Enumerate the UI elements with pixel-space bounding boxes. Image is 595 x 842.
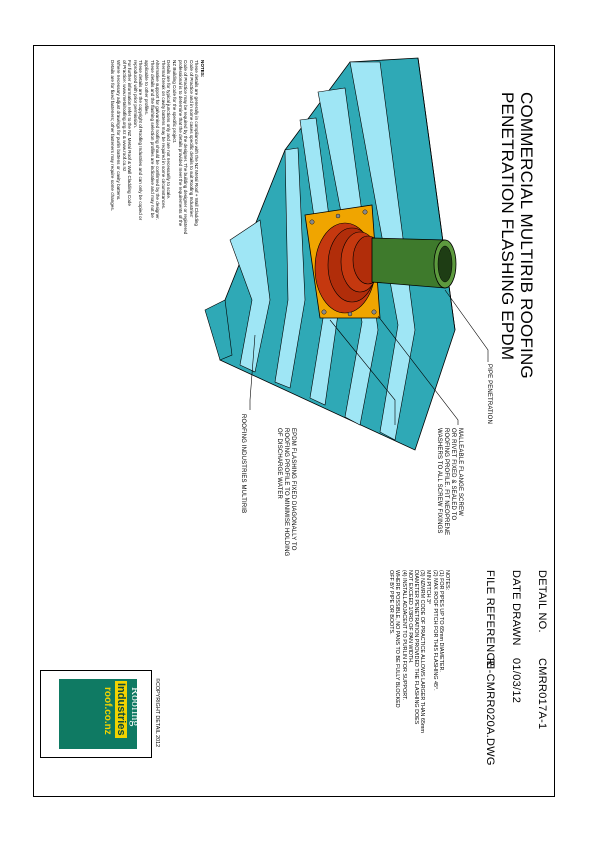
notes-list: These details are generally in compliance with the NZ Metal Roof + Wall Cladding Code of Practice and in some cases specific details to suit Roofing Industries' Code of Practice may be required by the designer. The building designer or registered professional is to determine that the details provided meet the requirements of the NZ Building Code for the specific project. Details are for typical junctions only and are not necessarily to scale. Thermal break on cavity battens may be required in some circumstances. Alternative support for galvanised roofing should be confirmed by the designer. These details and the flashing selection profiles are indicative and may not be applicable to other profiles. These details are the copyright of Roofing Industries and can only be copied or reproduced with prior permission. For further information refer to the NZ Metal Roof & Wall Cladding Code of Practice: www.metalroofing.org.nz & www.roof.co.nz Where necessary adjust drawings for purlin battens or cavity battens. Details are for fixed fasteners; other fasteners may require some changes. — [110, 60, 200, 235]
callout-flange: MALLEABLE FLANGE SCREW OR RIVET FIXED & SEALED TO ROOFING PROFILE. FIT NEOPRENE WASHERS TO ALL SCREW FIXINGS — [436, 428, 463, 536]
copyright-text: ©COPYRIGHT DETAIL 2012 — [154, 678, 160, 748]
detail-no-value: CMRR017A-1 — [536, 658, 548, 730]
general-notes: NOTES: These details are generally in compliance with the NZ Metal Roof + Wall Cladding Code of Practice and in some cases specific details to suit Roofing Industries' Code of Practice may be required by the designer. The building designer or registered professional is to determine that the details provided meet the requirements of the NZ Building Code for the specific project. Details are for typical junctions only and are not necessarily to scale. Thermal break on cavity battens may be required in some circumstances. Alternative support for galvanised roofing should be confirmed by the designer. These details and the flashing selection profiles are indicative and may not be applicable to other profiles. These details are the copyright of Roofing Industries and can only be copied or reproduced with prior permission. For further information refer to the NZ Metal Roof & Wall Cladding Code of Practice: www.metalroofing.org.nz & www.roof.co.nz Where necessary adjust drawings for purlin battens or cavity battens. Details are for fixed fasteners; other fasteners may require some changes. — [110, 60, 205, 235]
title-line-2: PENETRATION FLASHING EPDM — [498, 92, 517, 361]
callout-roofing: ROOFING INDUSTRIES MULTIRIB — [240, 414, 246, 514]
detail-notes: NOTES: (1) FOR PIPES UP TO 65mm DIAMETER. (2) MAX ROOF PITCH FOR THIS FLASHING 45°. MIN PITCH 3° (3) NZMRM CODE OF PRACTICE ALLOWS LARGER THAN 65mm DIAMETER PENETRATION PROVIDED THE FLASHING DOES NOT EXCEED 1/3RD OF PAN WIDTH. (4) INSTALL ADJACENT TO PURLIN FOR SUPPORT. WHERE POSSIBLE, NO PANS TO BE FULLY BLOCKED OFF BY PIPE OR BOOTS. — [388, 570, 450, 733]
detail-info — [477, 570, 555, 766]
detail-no-label: DETAIL NO. — [536, 570, 548, 633]
roofing-industries-logo: Roofing Industries roof.co.nz — [40, 670, 152, 758]
callout-pipe: PIPE PENETRATION — [486, 364, 492, 424]
title-line-1: COMMERCIAL MULTIRIB ROOFING — [517, 92, 536, 379]
callout-epdm: EPDM FLASHING FIXED DIAGONALLY TO ROOFING PROFILE TO MINIMISE HOLDING OF DISCHARGE WATER — [276, 428, 296, 557]
file-reference-label: FILE REFERENCE — [484, 570, 496, 669]
file-reference-value: RI-CMRR020A.DWG — [484, 658, 496, 766]
date-drawn-value: 01/03/12 — [510, 658, 522, 704]
pipe-penetration — [372, 238, 456, 288]
date-drawn-label: DATE DRAWN — [510, 570, 522, 646]
